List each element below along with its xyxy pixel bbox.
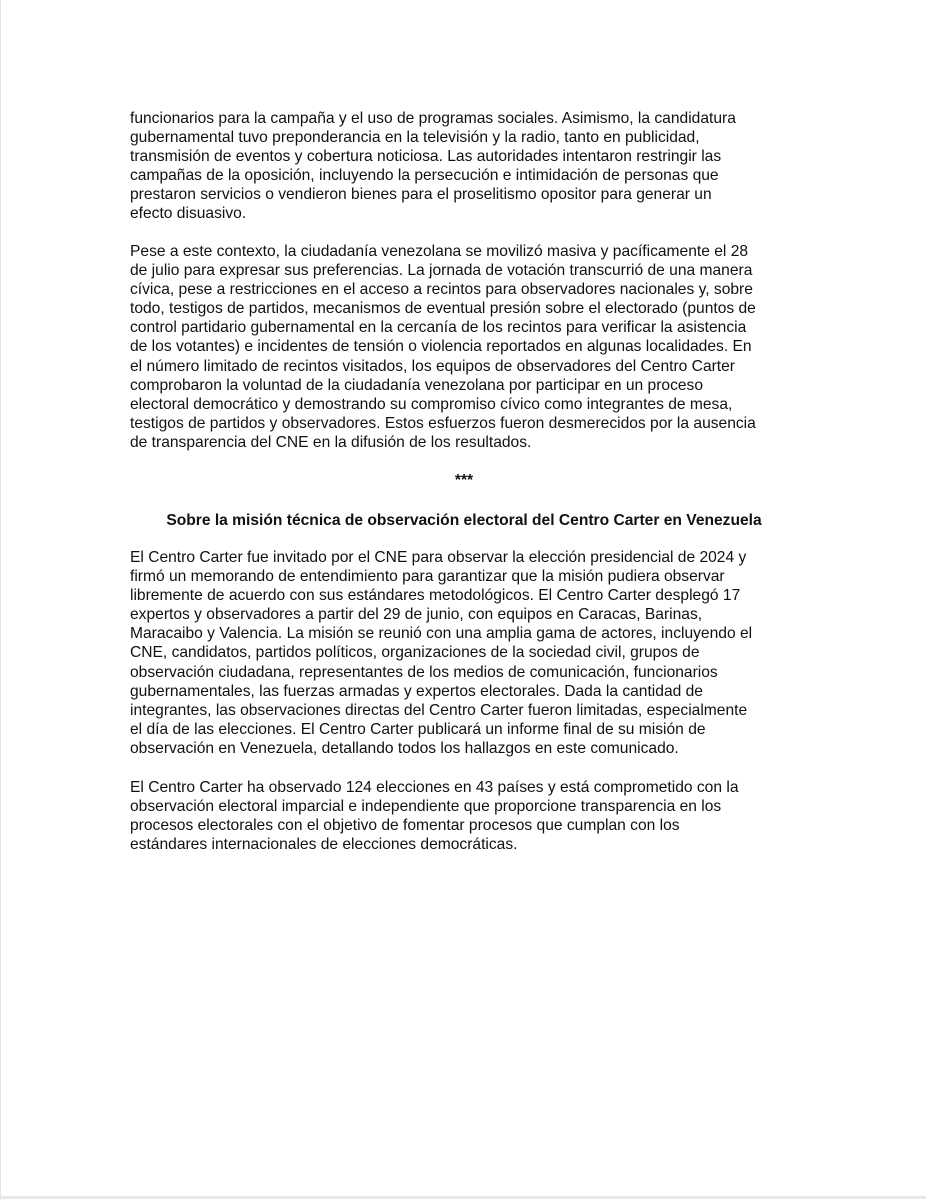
text-line: transmisión de eventos y cobertura noticiosa. Las autoridades intentaron restringir las — [130, 148, 722, 166]
text-line: de julio para expresar sus preferencias. La jornada de votación transcurrió de una manera — [130, 262, 753, 280]
text-line: Maracaibo y Valencia. La misión se reunió con una amplia gama de actores, incluyendo el — [130, 625, 753, 643]
section-separator: *** — [454, 472, 474, 489]
text-line: testigos de partidos y observadores. Estos esfuerzos fueron desmerecidos por la ausencia — [130, 414, 756, 432]
paragraph-carter-center-record — [130, 778, 802, 854]
text-line: observación en Venezuela, detallando todos los hallazgos en este comunicado. — [130, 739, 679, 757]
text-line: firmó un memorando de entendimiento para garantizar que la misión pudiera observar — [130, 568, 725, 586]
text-line: CNE, candidatos, partidos políticos, organizaciones de la sociedad civil, grupos de — [130, 644, 700, 662]
text-line: control partidario gubernamental en la cercanía de los recintos para verificar la asistencia — [130, 319, 747, 337]
text-line: observación ciudadana, representantes de los medios de comunicación, funcionarios — [130, 663, 718, 681]
text-line: cívica, pese a restricciones en el acceso a recintos para observadores nacionales y, sobre — [130, 281, 753, 299]
text-line: de transparencia del CNE en la difusión de los resultados. — [130, 433, 532, 451]
text-line: El Centro Carter ha observado 124 elecciones en 43 países y está comprometido con la — [130, 779, 739, 796]
paragraph-mission-description — [130, 548, 802, 758]
text-line: expertos y observadores a partir del 29 de junio, con equipos en Caracas, Barinas, — [130, 606, 703, 624]
paragraph-election-day — [130, 242, 802, 452]
text-line: integrantes, las observaciones directas del Centro Carter fueron limitadas, especialmente — [130, 701, 748, 719]
text-line: todo, testigos de partidos, mecanismos de eventual presión sobre el electorado (puntos de — [130, 300, 756, 318]
text-line: estándares internacionales de elecciones democráticas. — [130, 836, 518, 854]
text-line: Pese a este contexto, la ciudadanía venezolana se movilizó masiva y pacíficamente el 28 — [130, 243, 749, 260]
text-line: efecto disuasivo. — [130, 205, 247, 223]
page-bottom-border — [1, 1196, 926, 1199]
text-line: funcionarios para la campaña y el uso de programas sociales. Asimismo, la candidatura — [130, 110, 736, 127]
text-line: electoral democrático y demostrando su compromiso cívico como integrantes de mesa, — [130, 395, 733, 413]
text-line: libremente de acuerdo con sus estándares metodológicos. El Centro Carter desplegó 17 — [130, 587, 741, 605]
section-heading: Sobre la misión técnica de observación electoral del Centro Carter en Venezuela — [166, 512, 762, 529]
text-line: el número limitado de recintos visitados, los equipos de observadores del Centro Carter — [130, 357, 736, 375]
text-line: El Centro Carter fue invitado por el CNE para observar la elección presidencial de 2024 y — [130, 549, 747, 566]
text-line: campañas de la oposición, incluyendo la persecución e intimidación de personas que — [130, 167, 719, 185]
text-line: observación electoral imparcial e independiente que proporcione transparencia en los — [130, 798, 722, 816]
text-line: procesos electorales con el objetivo de fomentar procesos que cumplan con los — [130, 817, 680, 835]
text-line: prestaron servicios o vendieron bienes para el proselitismo opositor para generar un — [130, 186, 712, 204]
text-line: el día de las elecciones. El Centro Carter publicará un informe final de su misión de — [130, 720, 706, 738]
text-line: de los votantes) e incidentes de tensión o violencia reportados en algunas localidades. En — [130, 338, 752, 356]
paragraph-campaign-context — [130, 109, 802, 224]
text-line: gubernamental tuvo preponderancia en la televisión y la radio, tanto en publicidad, — [130, 129, 700, 147]
text-line: gubernamentales, las fuerzas armadas y expertos electorales. Dada la cantidad de — [130, 682, 703, 700]
text-line: comprobaron la voluntad de la ciudadanía venezolana por participar en un proceso — [130, 376, 704, 394]
